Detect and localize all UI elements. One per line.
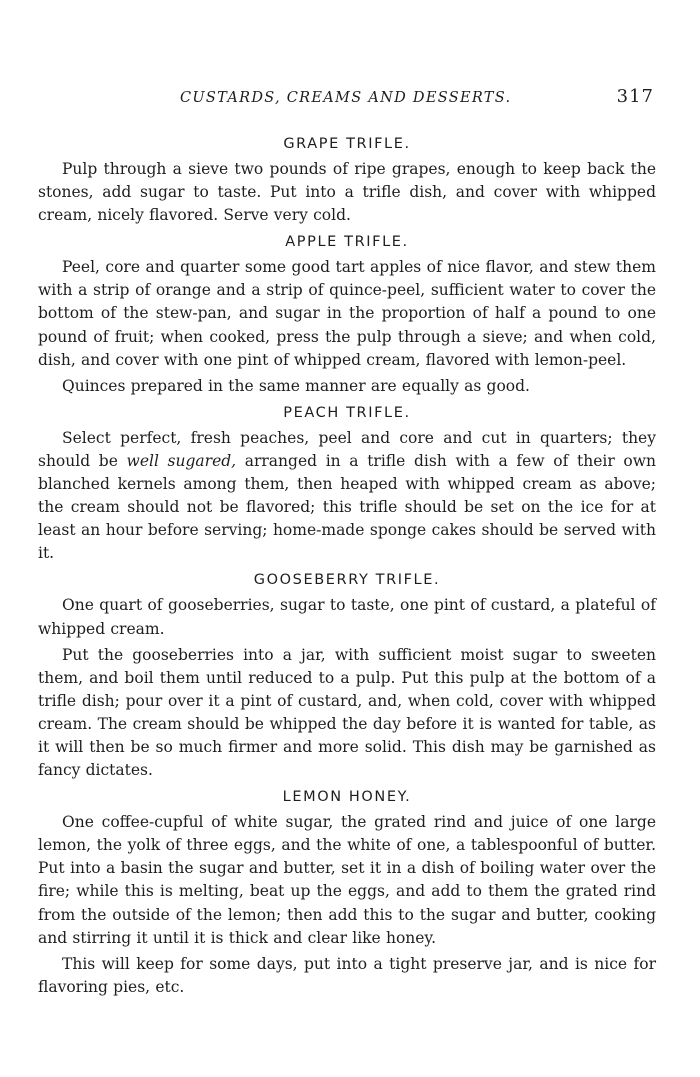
recipe-peach-trifle — [38, 398, 656, 566]
running-header — [38, 86, 656, 116]
recipe-apple-trifle — [38, 227, 656, 398]
recipe-paragraph: One coffee-cupful of white sugar, the grated rind and juice of one large lemon, the yolk of three eggs, and the white of one, a tablespoonful of butter. Put into a basin the sugar and butter, set it in a dish of boiling water over the fire; while this is melting, beat up the eggs, and add to them the grated rind from the outside of the lemon; then add this to the sugar and butter, cooking and stirring it until it is thick and clear like honey. — [38, 813, 656, 947]
emphasized-text: well sugared, — [126, 451, 237, 470]
recipe-grape-trifle — [38, 116, 656, 227]
running-title: CUSTARDS, CREAMS AND DESSERTS. — [180, 90, 512, 106]
recipe-paragraph: Pulp through a sieve two pounds of ripe grapes, enough to keep back the stones, add sugar to taste. Put into a trifle dish, and cover with whipped cream, nicely flavored. Serve very cold. — [38, 160, 656, 225]
page-number: 317 — [616, 86, 654, 107]
recipe-title: GRAPE TRIFLE. — [283, 136, 411, 152]
recipe-title: LEMON HONEY. — [282, 789, 412, 806]
recipe-paragraph: Put the gooseberries into a jar, with sufficient moist sugar to sweeten them, and boil them until reduced to a pulp. Put this pulp at the bottom of a trifle dish; pour over it a pint of custard, and, when cold, cover with whipped cream. The cream should be whipped the day before it is wanted for table, as it will then be so much firmer and more solid. This dish may be garnished as fancy dictates. — [38, 645, 656, 780]
recipe-paragraph — [38, 427, 656, 566]
recipe-paragraph: One quart of gooseberries, sugar to taste, one pint of custard, a plateful of whipped cream. — [38, 596, 656, 638]
recipe-lemon-honey — [38, 782, 656, 999]
recipe-title: PEACH TRIFLE. — [283, 404, 411, 421]
recipe-paragraph: Peel, core and quarter some good tart apples of nice flavor, and stew them with a strip of orange and a strip of quince-peel, sufficient water to cover the bottom of the stew-pan, and sugar in the proportion of half a pound to one pound of fruit; when cooked, press the pulp through a sieve; and when cold, dish, and cover with one pint of whipped cream, flavored with lemon-peel. — [38, 258, 656, 369]
recipe-paragraph: This will keep for some days, put into a tight preserve jar, and is nice for flavoring pies, etc. — [38, 954, 656, 996]
paragraph-text: Select perfect, fresh peaches, peel and core and cut in quarters; they should be — [38, 428, 656, 470]
recipe-title: GOOSEBERRY TRIFLE. — [253, 572, 441, 589]
recipe-title: APPLE TRIFLE. — [285, 234, 409, 251]
paragraph-text: arranged in a trifle dish with a few of their own blanched kernels among them, then heaped with whipped cream as above; the cream should not be flavored; this trifle should be set on the ice for at least an hour before serving; home-made sponge cakes should be served with it. — [38, 451, 656, 563]
book-page — [38, 86, 656, 999]
recipe-gooseberry-trifle — [38, 565, 656, 782]
recipe-paragraph: Quinces prepared in the same manner are equally as good. — [62, 376, 530, 395]
